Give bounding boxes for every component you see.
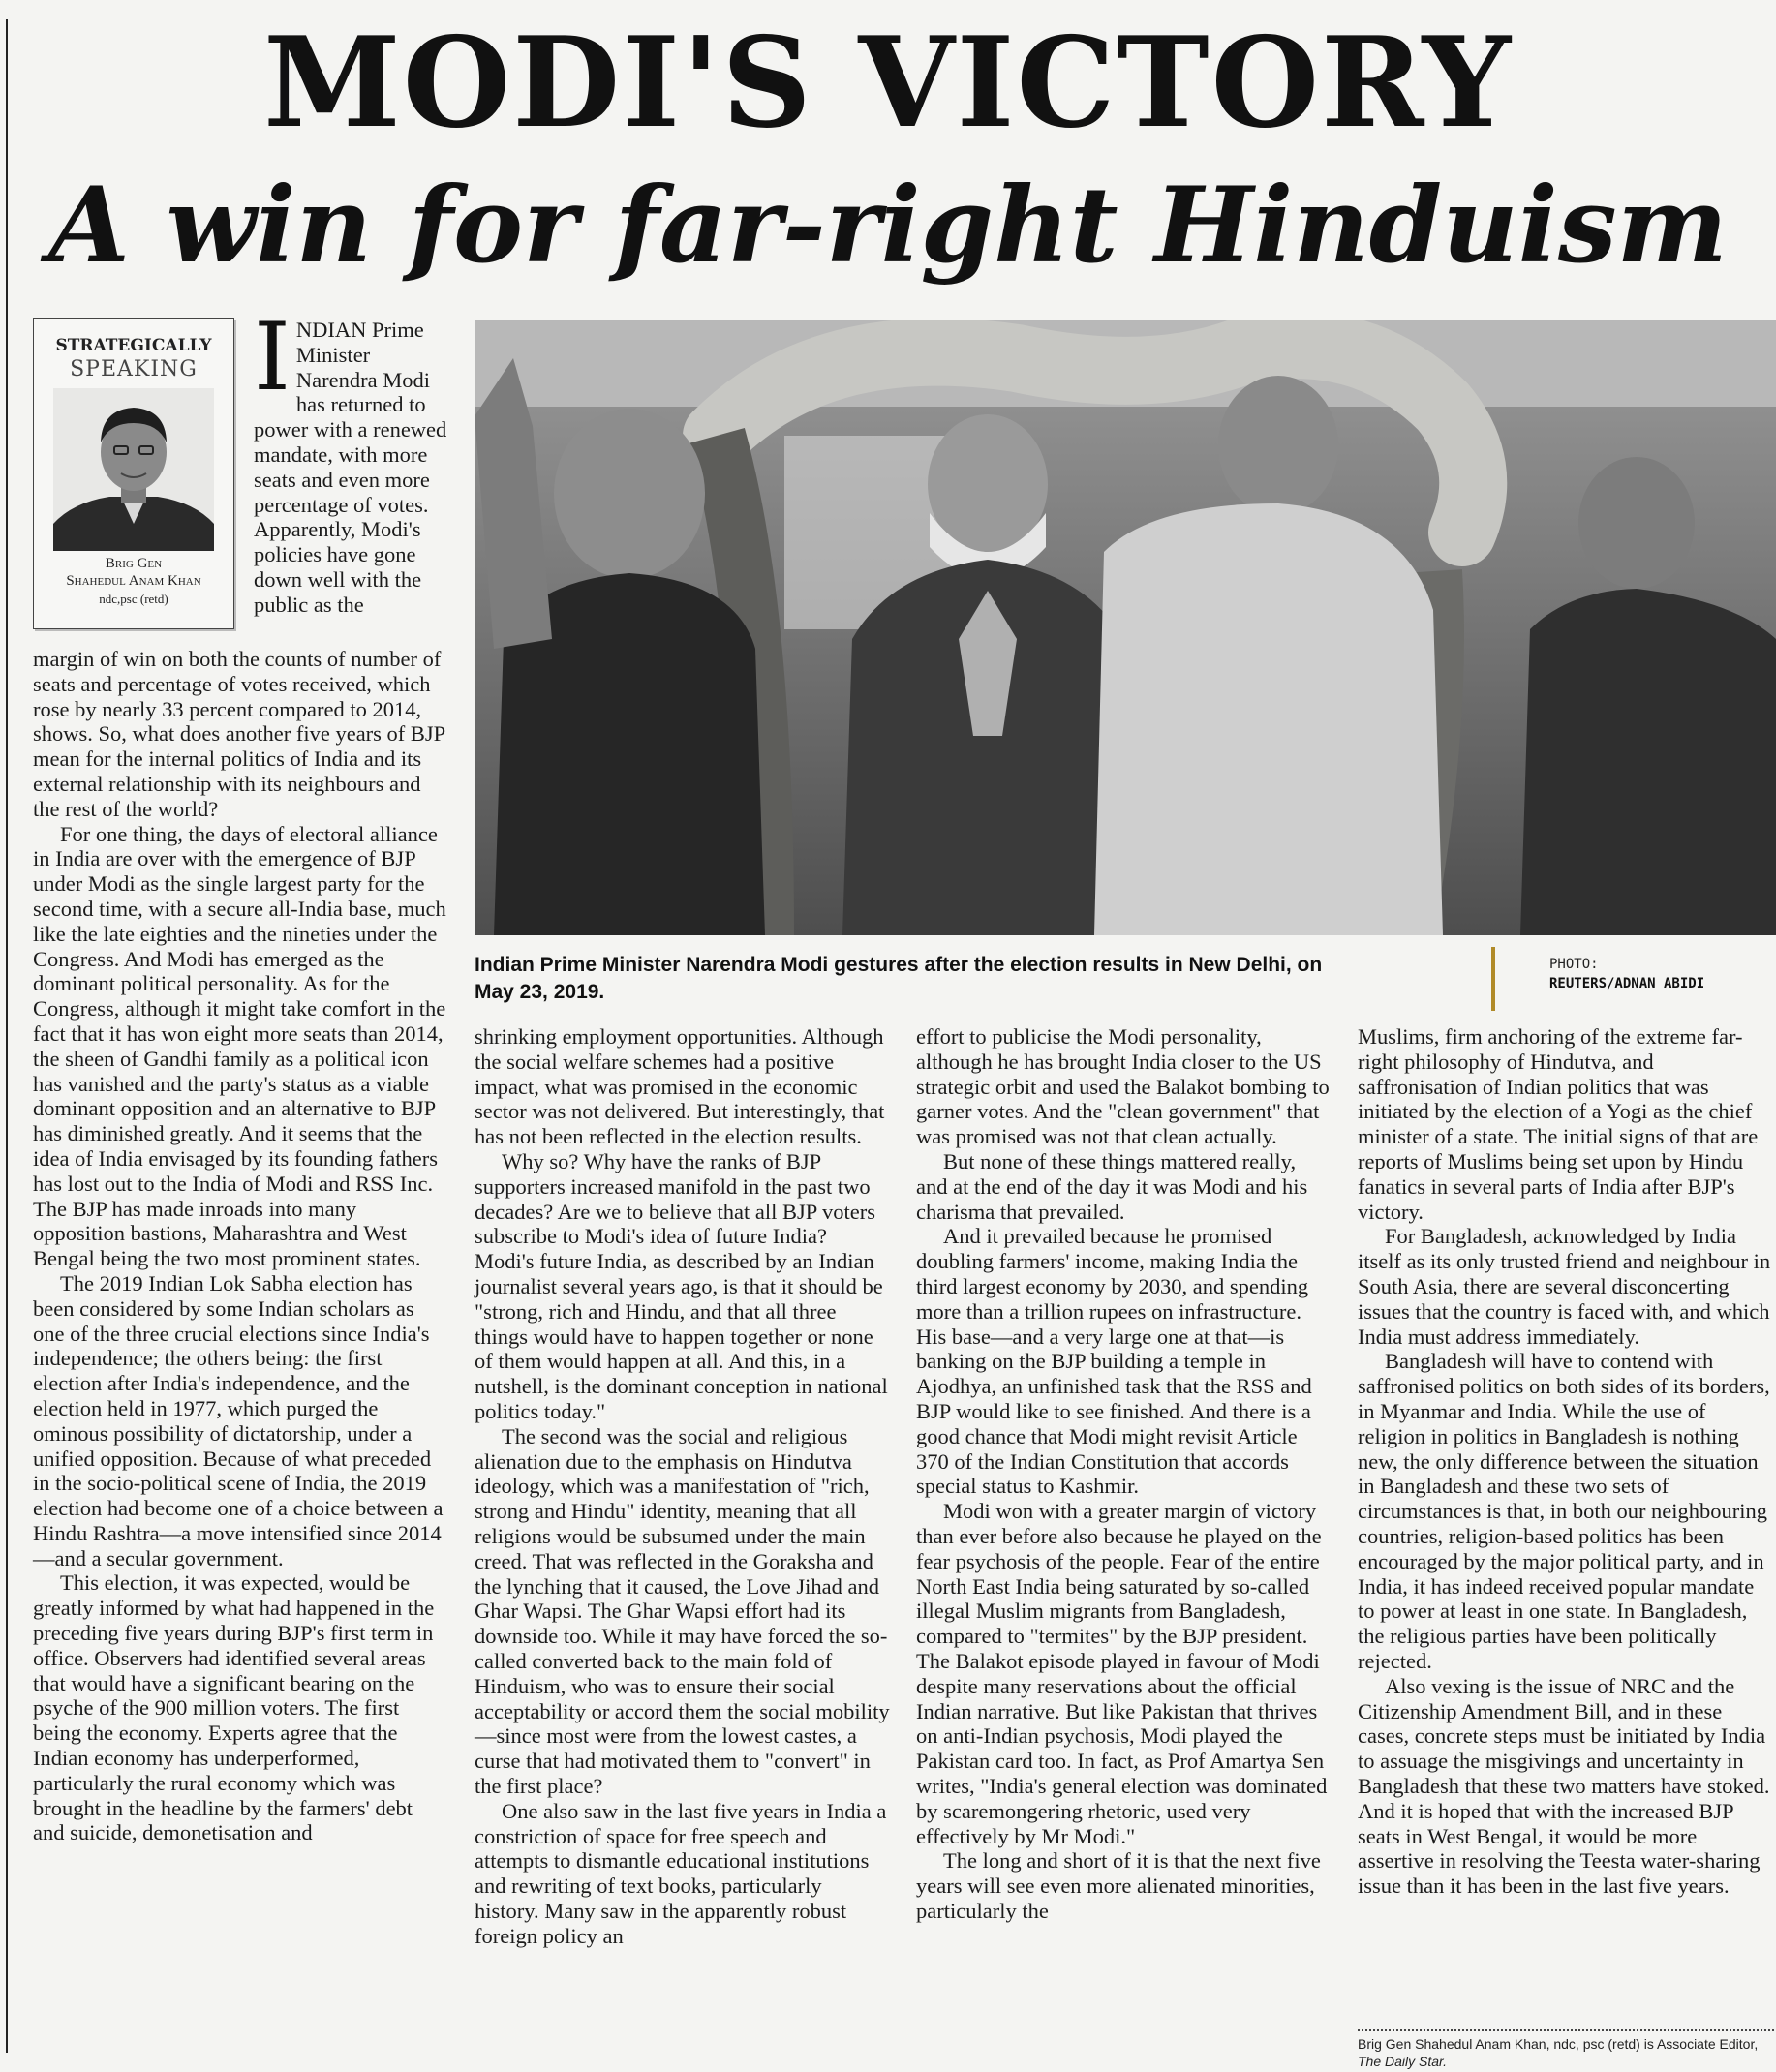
paragraph: Bangladesh will have to contend with saffronised politics on both sides of its borders, in Myanmar and India. While the use of religion in politics in Bangladesh is nothing new, the only difference between the situation in Bangladesh and these two sets of circumstances is that, in both our neighbouring countries, religion-based politics has been encouraged by the major political party, and in India, it has indeed received popular mandate to power at least in one state. In Bangladesh, the religious parties have been politically rejected.: [1358, 1349, 1770, 1673]
article-column-4: [1358, 1024, 1774, 1899]
article-column-3: [916, 1024, 1331, 1924]
author-portrait: [53, 388, 214, 551]
paragraph: And it prevailed because he promised doubling farmers' income, making India the third largest economy by 2030, and spending more than a trillion rupees on infrastructure. His base—and a very large one at that—is banking on the BJP building a temple in Ajodhya, an unfinished task that the RSS and BJP would like to see finished. And there is a good chance that Modi might revisit Article 370 of the Indian Constitution that accords special status to Kashmir.: [916, 1224, 1312, 1499]
photo-caption: Indian Prime Minister Narendra Modi gestures after the election results in New Delhi, on May 23, 2019.: [475, 954, 1323, 1003]
photo-credit: REUTERS/ADNAN ABIDI: [1549, 976, 1705, 991]
author-name-line2: Shahedul Anam Khan: [66, 573, 201, 589]
author-name: [34, 555, 233, 590]
caption-divider: [1491, 947, 1495, 1011]
headline: MODI'S VICTORY: [263, 11, 1513, 156]
paragraph: The long and short of it is that the next five years will see even more alienated minorities, particularly the: [916, 1848, 1321, 1923]
article-column-1: [33, 647, 447, 1845]
paragraph: The second was the social and religious alienation due to the emphasis on Hindutva ideology, which was a manifestation of "rich, strong and Hindu" identity, meaning that all religions would be subsumed under the main creed. That was reflected in the Goraksha and the lynching that it caused, the Love Jihad and Ghar Wapsi. The Ghar Wapsi effort had its downside too. While it may have forced the so-called converted back to the main fold of Hinduism, who was to ensure their social acceptability or accord them the social mobility—since most were from the lowest castes, a curse that had motivated them to "convert" in the first place?: [475, 1423, 890, 1798]
intro-text: NDIAN Prime Minister Narendra Modi has returned to power with a renewed mandate, with more seats and even more percentage of votes. Apparently, Modi's policies have gone down well with the public as the: [254, 318, 447, 617]
paragraph: Muslims, firm anchoring of the extreme far-right philosophy of Hindutva, and saffronisation of Indian politics that was initiated by the election of a Yogi as the chief minister of a state. The initial signs of that are reports of Muslims being set upon by Hindu fanatics in several parts of India after BJP's victory.: [1358, 1024, 1759, 1224]
subheadline: A win for far-right Hinduism: [48, 165, 1728, 287]
bio-divider: [1358, 2029, 1774, 2031]
author-credentials: ndc,psc (retd): [99, 592, 168, 606]
column-label-bottom: SPEAKING: [70, 357, 198, 381]
news-photo: [475, 320, 1776, 935]
paragraph: This election, it was expected, would be greatly informed by what had happened in the preceding five years during BJP's first term in office. Observers had identified several areas that would have a significant bearing on the psyche of the 900 million voters. The first being the economy. Experts agree that the Indian economy has underperformed, particularly the rural economy which was brought in the headline by the farmers' debt and suicide, demonetisation and: [33, 1570, 435, 1845]
photo-credit-label: PHOTO:: [1549, 957, 1599, 972]
paragraph: effort to publicise the Modi personality, although he has brought India closer to the US strategic orbit and used the Balakot bombing to garner votes. And the "clean government" that was promised was not that clean actually.: [916, 1024, 1330, 1149]
author-bio: [1358, 2035, 1774, 2070]
paragraph: margin of win on both the counts of number of seats and percentage of votes received, which rose by nearly 33 percent compared to 2014, shows. So, what does another five years of BJP mean for the internal politics of India and its external relationship with its neighbours and the rest of the world?: [33, 647, 445, 821]
paragraph: For Bangladesh, acknowledged by India itself as its only trusted friend and neighbour in South Asia, there are several disconcerting issues that the country is faced with, and which India must address immediately.: [1358, 1224, 1771, 1349]
article-column-2: [475, 1024, 891, 1948]
author-bio-text: Brig Gen Shahedul Anam Khan, ndc, psc (retd) is Associate Editor,: [1358, 2036, 1759, 2052]
paragraph: Modi won with a greater margin of victory than ever before also because he played on the fear psychosis of the people. Fear of the entire North East India being saturated by so-called illegal Muslim migrants from Bangladesh, compared to "termites" by the BJP president. The Balakot episode played in favour of Modi despite many reservations about the official Indian narrative. But like Pakistan that thrives on anti-Indian psychosis, Modi played the Pakistan card too. In fact, as Prof Amartya Sen writes, "India's general election was dominated by scaremongering rhetoric, used very effectively by Mr Modi.": [916, 1499, 1328, 1848]
publication-name: The Daily Star.: [1358, 2054, 1448, 2069]
column-label-top: STRATEGICALLY: [55, 336, 212, 355]
paragraph: The 2019 Indian Lok Sabha election has been considered by some Indian scholars as one of the three crucial elections since India's independence; the others being: the first election after India's independence, and the election held in 1977, which purged the ominous possibility of dictatorship, under a unified opposition. Because of what preceded in the socio-political scene of India, the 2019 election had become one of a choice between a Hindu Rashtra—a move intensified since 2014—and a secular government.: [33, 1270, 444, 1570]
paragraph: One also saw in the last five years in India a constriction of space for free speech and attempts to dismantle educational institutions and rewriting of text books, particularly history. Many saw in the apparently robust foreign policy an: [475, 1798, 887, 1948]
column-author-box: [33, 318, 234, 629]
article-intro: [254, 303, 447, 618]
drop-cap: I: [254, 303, 291, 411]
paragraph: Also vexing is the issue of NRC and the Citizenship Amendment Bill, and in these cases, concrete steps must be initiated by India to assuage the misgivings and uncertainty in Bangladesh that these two matters have stoked. And it is hoped that with the increased BJP seats in West Bengal, it would be more assertive in resolving the Teesta water-sharing issue than it has been in the last five years.: [1358, 1673, 1770, 1899]
left-margin-rule: [6, 19, 8, 2053]
paragraph: Why so? Why have the ranks of BJP supporters increased manifold in the past two decades? Are we to believe that all BJP voters subscribe to Modi's idea of future India? Modi's future India, as described by an Indian journalist several years ago, is that it should be "strong, rich and Hindu, and that all three things would have to happen together or none of them would happen at all. And this, in a nutshell, is the dominant conception in national politics today.": [475, 1148, 888, 1423]
paragraph: shrinking employment opportunities. Although the social welfare schemes had a positive impact, what was promised in the economic sector was not delivered. But interestingly, that has not been reflected in the election results.: [475, 1024, 885, 1149]
paragraph: For one thing, the days of electoral alliance in India are over with the emergence of BJP under Modi as the single largest party for the second time, with a secure all-India base, much like the late eighties and the nineties under the Congress. And Modi has emerged as the dominant political personality. As for the Congress, although it might take comfort in the fact that it has won eight more seats than 2014, the sheen of Gandhi family as a political icon has vanished and the party's status as a viable dominant opposition and an alternative to BJP has diminished greatly. And it seems that the idea of India envisaged by its founding fathers has lost out to the India of Modi and RSS Inc. The BJP has made inroads into many opposition bastions, Maharashtra and West Bengal being the two most prominent states.: [33, 821, 446, 1271]
author-name-line1: Brig Gen: [105, 556, 163, 571]
paragraph: But none of these things mattered really, and at the end of the day it was Modi and his charisma that prevailed.: [916, 1148, 1308, 1224]
